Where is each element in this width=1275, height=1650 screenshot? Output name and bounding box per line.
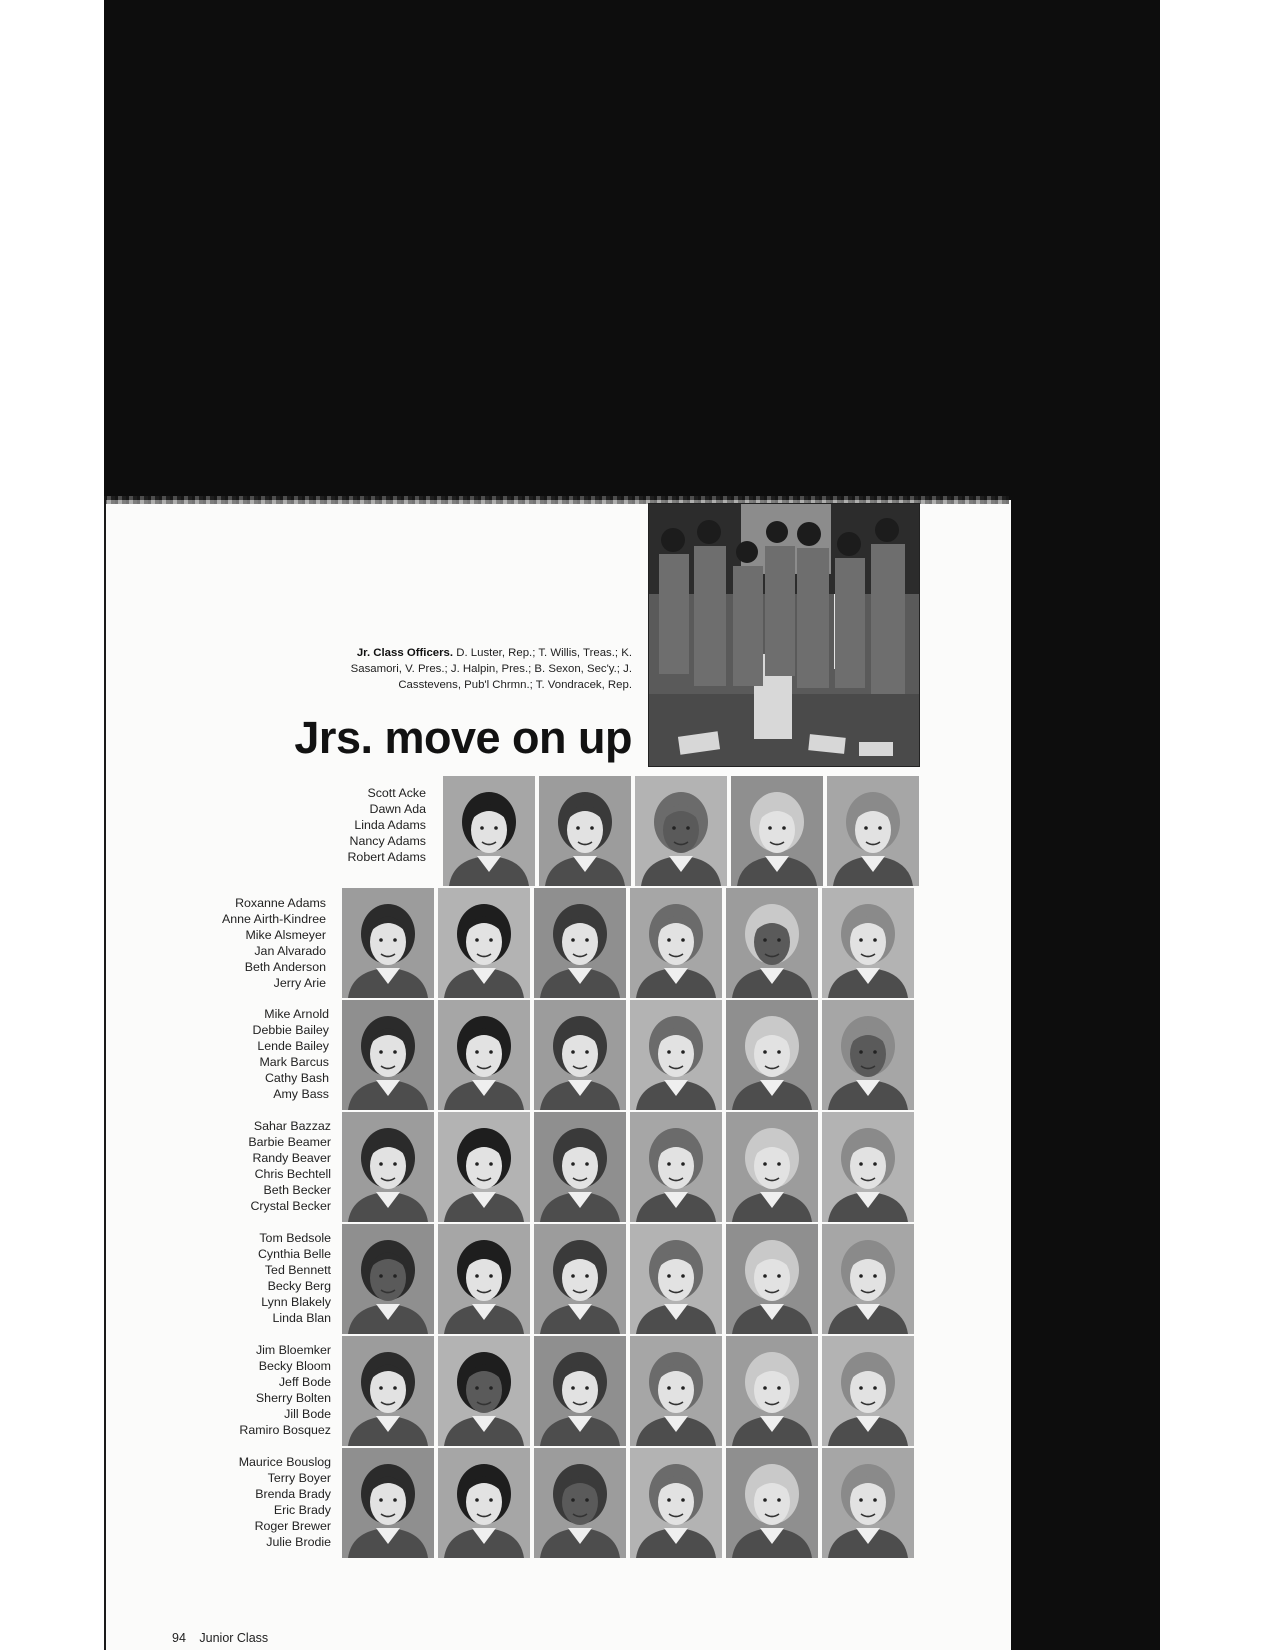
scan-dark-border-right <box>1005 500 1160 1650</box>
student-name: Dawn Ada <box>369 802 426 816</box>
page-headline: Jrs. move on up <box>294 712 632 763</box>
class-officers-photo <box>648 503 920 767</box>
student-portrait-photo <box>827 776 919 886</box>
student-name: Beth Anderson <box>244 960 326 974</box>
student-portrait-photo <box>630 1000 722 1110</box>
photo-row-5 <box>342 1224 914 1334</box>
student-portrait-photo <box>438 1000 530 1110</box>
student-name: Ted Bennett <box>264 1263 331 1277</box>
student-portrait-photo <box>342 888 434 998</box>
student-name: Jeff Bode <box>278 1375 331 1389</box>
student-portrait-photo <box>822 1000 914 1110</box>
caption-text: D. Luster, Rep.; T. Willis, Treas.; K. Sasamori, V. Pres.; J. Halpin, Pres.; B. Sexon, Sec'y.; J. Casstevens, Pub'l Chrmn.; T. Vondracek, Rep. <box>350 647 632 691</box>
student-name: Nancy Adams <box>349 834 426 848</box>
name-list-row-2 <box>222 895 326 991</box>
student-name: Randy Beaver <box>252 1151 331 1165</box>
page-footer <box>172 1631 268 1645</box>
student-portrait-photo <box>726 1336 818 1446</box>
student-name: Lende Bailey <box>257 1039 329 1053</box>
student-name: Eric Brady <box>273 1503 331 1517</box>
photo-row-4 <box>342 1112 914 1222</box>
student-portrait-photo <box>822 888 914 998</box>
student-name: Debbie Bailey <box>252 1023 329 1037</box>
student-portrait-photo <box>822 1336 914 1446</box>
student-name: Mike Arnold <box>264 1007 329 1021</box>
student-name: Terry Boyer <box>267 1471 331 1485</box>
student-portrait-photo <box>726 1000 818 1110</box>
student-name: Jill Bode <box>284 1407 331 1421</box>
student-portrait-photo <box>342 1112 434 1222</box>
student-portrait-photo <box>630 1224 722 1334</box>
student-portrait-photo <box>342 1224 434 1334</box>
student-portrait-photo <box>726 1224 818 1334</box>
student-portrait-photo <box>630 888 722 998</box>
student-name: Amy Bass <box>273 1087 329 1101</box>
student-portrait-photo <box>443 776 535 886</box>
student-name: Jan Alvarado <box>254 944 326 958</box>
student-portrait-photo <box>534 1336 626 1446</box>
student-portrait-photo <box>534 1448 626 1558</box>
student-portrait-photo <box>438 1336 530 1446</box>
photo-row-6 <box>342 1336 914 1446</box>
student-portrait-photo <box>438 1224 530 1334</box>
student-portrait-photo <box>731 776 823 886</box>
student-portrait-photo <box>630 1112 722 1222</box>
name-list-row-4 <box>248 1118 331 1214</box>
student-name: Becky Bloom <box>258 1359 331 1373</box>
student-name: Crystal Becker <box>250 1199 331 1213</box>
student-name: Becky Berg <box>267 1279 331 1293</box>
student-name: Barbie Beamer <box>248 1135 331 1149</box>
name-list-row-1 <box>347 785 426 865</box>
student-portrait-photo <box>534 1224 626 1334</box>
student-name: Brenda Brady <box>255 1487 331 1501</box>
student-name: Scott Acke <box>367 786 426 800</box>
student-name: Jerry Arie <box>273 976 326 990</box>
caption-lead: Jr. Class Officers. <box>356 647 454 659</box>
student-portrait-photo <box>726 888 818 998</box>
student-name: Chris Bechtell <box>254 1167 331 1181</box>
student-name: Roger Brewer <box>254 1519 331 1533</box>
student-portrait-photo <box>726 1112 818 1222</box>
scan-dark-border-top <box>104 0 1160 500</box>
student-name: Maurice Bouslog <box>238 1455 331 1469</box>
student-portrait-photo <box>438 888 530 998</box>
student-name: Cynthia Belle <box>257 1247 331 1261</box>
student-name: Lynn Blakely <box>261 1295 331 1309</box>
student-portrait-photo <box>539 776 631 886</box>
student-name: Linda Blan <box>272 1311 331 1325</box>
photo-row-1 <box>443 776 919 886</box>
student-name: Ramiro Bosquez <box>239 1423 331 1437</box>
name-list-row-6 <box>239 1342 331 1438</box>
student-name: Robert Adams <box>347 850 426 864</box>
student-portrait-photo <box>534 888 626 998</box>
student-portrait-photo <box>630 1448 722 1558</box>
student-portrait-photo <box>342 1448 434 1558</box>
student-portrait-photo <box>635 776 727 886</box>
student-portrait-photo <box>342 1000 434 1110</box>
student-name: Anne Airth-Kindree <box>221 912 326 926</box>
student-name: Julie Brodie <box>266 1535 331 1549</box>
student-name: Mike Alsmeyer <box>245 928 326 942</box>
student-name: Tom Bedsole <box>259 1231 331 1245</box>
student-name: Mark Barcus <box>259 1055 329 1069</box>
photo-row-3 <box>342 1000 914 1110</box>
student-portrait-photo <box>822 1448 914 1558</box>
student-name: Cathy Bash <box>264 1071 329 1085</box>
photo-row-2 <box>342 888 914 998</box>
name-list-row-7 <box>239 1454 331 1550</box>
student-name: Sahar Bazzaz <box>253 1119 331 1133</box>
name-list-row-3 <box>253 1006 329 1102</box>
student-portrait-photo <box>726 1448 818 1558</box>
student-portrait-photo <box>534 1000 626 1110</box>
section-name: Junior Class <box>199 1631 269 1645</box>
page-number: 94 <box>172 1631 186 1645</box>
officers-caption <box>330 645 632 693</box>
student-portrait-photo <box>822 1224 914 1334</box>
student-portrait-photo <box>342 1336 434 1446</box>
student-portrait-photo <box>630 1336 722 1446</box>
student-name: Linda Adams <box>354 818 426 832</box>
name-list-row-5 <box>258 1230 331 1326</box>
photo-row-7 <box>342 1448 914 1558</box>
student-name: Roxanne Adams <box>235 896 326 910</box>
student-name: Jim Bloemker <box>255 1343 331 1357</box>
student-portrait-photo <box>822 1112 914 1222</box>
student-portrait-photo <box>438 1448 530 1558</box>
student-portrait-photo <box>438 1112 530 1222</box>
student-name: Sherry Bolten <box>255 1391 331 1405</box>
student-name: Beth Becker <box>263 1183 331 1197</box>
student-portrait-photo <box>534 1112 626 1222</box>
